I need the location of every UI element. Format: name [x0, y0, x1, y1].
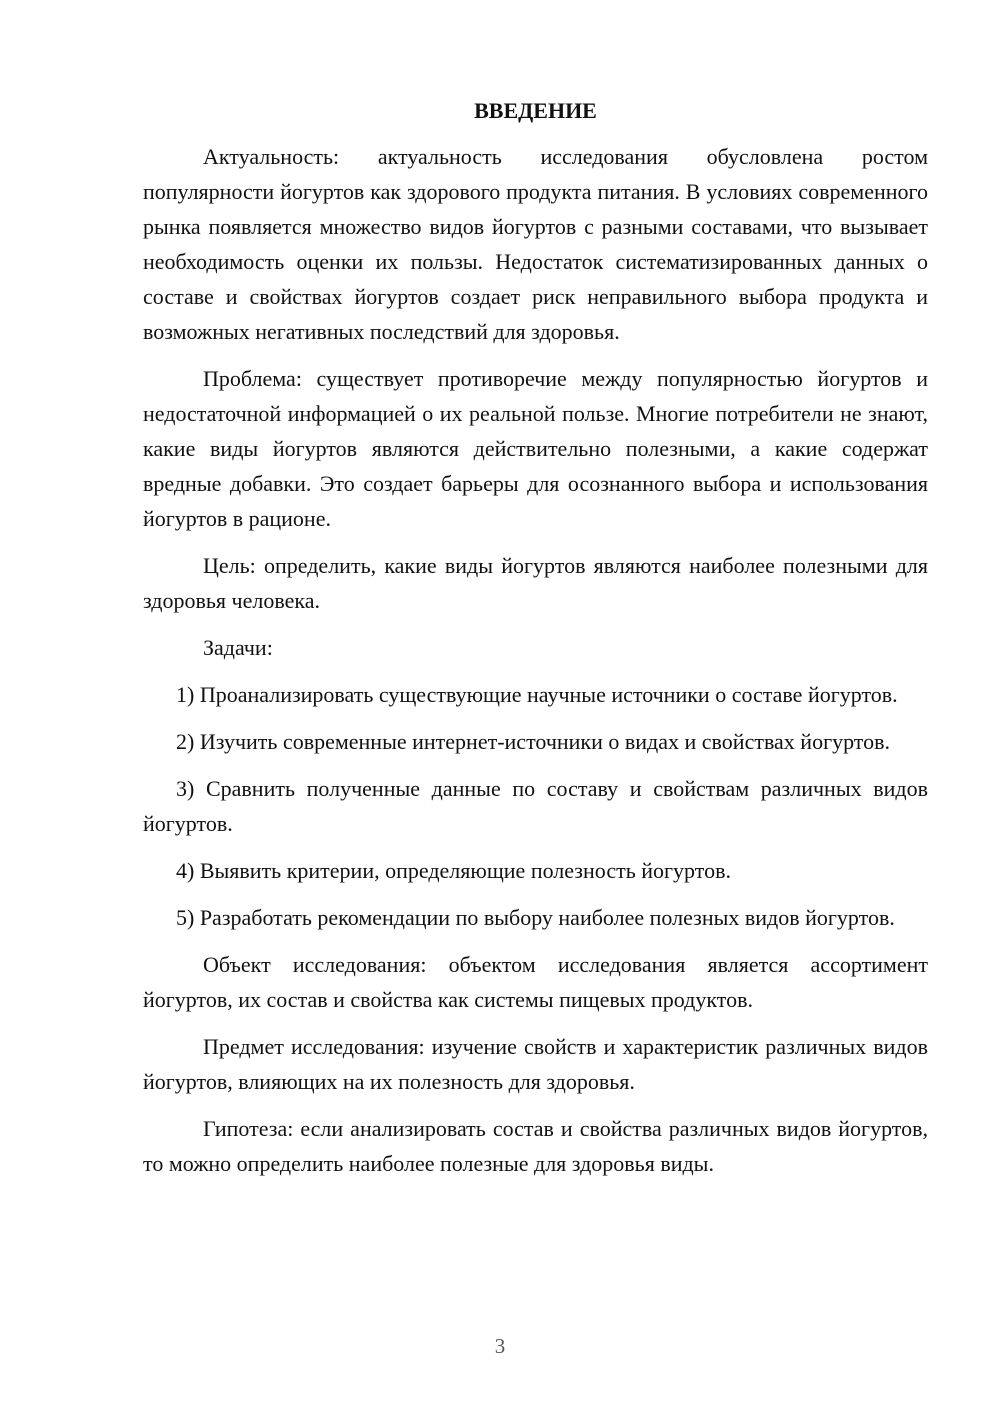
tasks-heading: Задачи: [203, 635, 273, 660]
page-number: 3 [494, 1334, 506, 1358]
page-body [143, 96, 928, 1193]
task-item-4: 4) Выявить критерии, определяющие полезность йогуртов. [176, 858, 731, 883]
paragraph-goal: Цель: определить, какие виды йогуртов являются наиболее полезными для здоровья человека. [143, 553, 928, 613]
paragraph-subject: Предмет исследования: изучение свойств и характеристик различных видов йогуртов, влияющих на их полезность для здоровья. [143, 1034, 928, 1094]
paragraph-relevance: Актуальность: актуальность исследования обусловлена ростом популярности йогуртов как здорового продукта питания. В условиях современного рынка появляется множество видов йогуртов с разными составами, что вызывает необходимость оценки их пользы. Недостаток систематизированных данных о составе и свойствах йогуртов создает риск неправильного выбора продукта и возможных негативных последствий для здоровья. [143, 144, 928, 344]
task-item-3: 3) Сравнить полученные данные по составу и свойствам различных видов йогуртов. [143, 776, 928, 836]
paragraph-problem: Проблема: существует противоречие между популярностью йогуртов и недостаточной информацией о их реальной пользе. Многие потребители не знают, какие виды йогуртов являются действительно полезными, а какие содержат вредные добавки. Это создает барьеры для осознанного выбора и использования йогуртов в рационе. [143, 366, 928, 531]
task-item-2: 2) Изучить современные интернет-источники о видах и свойствах йогуртов. [176, 729, 891, 754]
page-title: ВВЕДЕНИЕ [474, 98, 597, 123]
task-item-5: 5) Разработать рекомендации по выбору наиболее полезных видов йогуртов. [176, 905, 895, 930]
paragraph-hypothesis: Гипотеза: если анализировать состав и свойства различных видов йогуртов, то можно определить наиболее полезные для здоровья виды. [143, 1116, 928, 1176]
task-item-1: 1) Проанализировать существующие научные источники о составе йогуртов. [176, 682, 898, 707]
paragraph-object: Объект исследования: объектом исследования является ассортимент йогуртов, их состав и свойства как системы пищевых продуктов. [143, 952, 928, 1012]
